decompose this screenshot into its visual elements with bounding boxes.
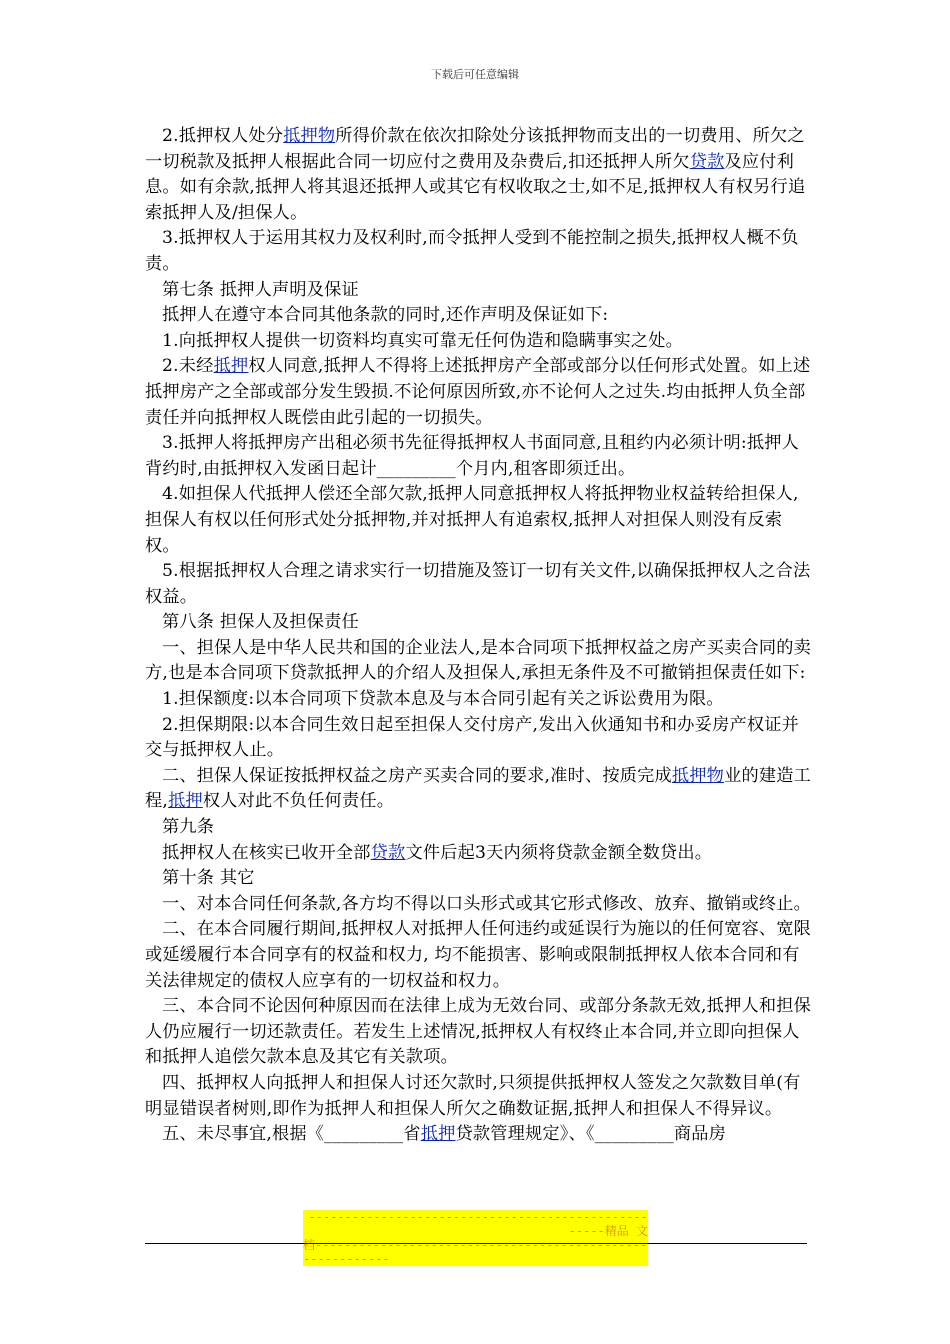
link-mortgage[interactable]: 抵押: [213, 356, 249, 377]
text-run: 贷款管理规定》、《_________商品房: [455, 1124, 727, 1145]
text-run: 2.未经: [162, 356, 214, 377]
text-run: 权人同意,抵押人不得将上述抵押房产全部或部分以任何形式处置。如上述抵押房产之全部或部分发生毁损.不论何原因所致,亦不论何人之过失.均由抵押人负全部责任并向抵押权人既偿由此引起的一切损失。: [145, 356, 811, 428]
section-heading: 第八条 担保人及担保责任: [162, 612, 359, 633]
page-header: 下载后可任意编辑: [431, 68, 519, 81]
paragraph: 1.担保额度:以本合同项下贷款本息及与本合同引起有关之诉讼费用为限。: [162, 689, 724, 710]
text-run: 文件后起3天内须将贷款金额全数贷出。: [405, 842, 713, 863]
text-run: 及应付利息。如有余款,抵押人将其退还抵押人或其它有权收取之士,如不足,抵押权人有权另行追索抵押人及/担保人。: [145, 151, 806, 223]
paragraph: 三、本合同不论因何种原因而在法律上成为无效台同、或部分条款无效,抵押人和担保人仍应履行一切还款责任。若发生上述情况,抵押权人有权终止本合同,并立即向担保人和抵押人追偿欠款本息及其它有关款项。: [145, 996, 812, 1068]
paragraph: 3.抵押人将抵押房产出租必须书先征得抵押权人书面同意,且租约内必须计明:抵押人背约时,由抵押权入发函日起计_________个月内,租客即须迁出。: [145, 433, 800, 479]
text-run: 权人对此不负任何责任。: [202, 791, 395, 812]
footer-banner: [303, 1210, 648, 1266]
text-run: 二、担保人保证按抵押权益之房产买卖合同的要求,准时、按质完成: [162, 765, 672, 786]
paragraph: 2.担保期限:以本合同生效日起至担保人交付房产,发出入伙通知书和办妥房产权证并交与抵押权人止。: [145, 714, 800, 761]
paragraph: 4.如担保人代抵押人偿还全部欠款,抵押人同意抵押权人将抵押物业权益转给担保人,担保人有权以任何形式处分抵押物,并对抵押人有追索权,抵押人对担保人则没有反索权。: [145, 484, 799, 556]
paragraph: 二、在本合同履行期间,抵押权人对抵押人任何违约或延误行为施以的任何宽容、宽限或延缓履行本合同享有的权益和权力, 均不能损害、影响或限制抵押权人依本合同和有关法律规定的债权人应享有的一切权益和权力。: [145, 919, 812, 991]
section-heading: 第十条 其它: [162, 868, 255, 889]
section-heading: 第七条 抵押人声明及保证: [162, 279, 359, 300]
footer-banner-line: ----------------------------------------------------精品 文: [308, 1210, 648, 1238]
link-mortgage[interactable]: 抵押: [168, 791, 203, 812]
text-run: 五、未尽事宜,根据《_________省: [162, 1124, 421, 1145]
text-run: 所得价款在依次扣除处分该抵押物而支出的一切费用、所欠之一切税款及抵押人根据此合同一切应付之费用及杂费后,扣还抵押人所欠: [145, 126, 805, 172]
link-collateral[interactable]: 抵押物: [671, 765, 725, 786]
paragraph: 抵押人在遵守本合同其他条款的同时,还作声明及保证如下:: [162, 305, 609, 326]
paragraph: 5.根据抵押权人合理之请求实行一切措施及签订一切有关文件,以确保抵押权人之合法权益。: [145, 561, 811, 607]
text-run: 业的建造工程,: [145, 765, 812, 812]
text-run: 2.抵押权人处分: [162, 126, 284, 146]
footer-banner-line: 档----------------------------------------------------------: [303, 1238, 648, 1266]
footer-divider: [145, 1243, 807, 1244]
paragraph: [145, 1122, 813, 1148]
section-heading: 第九条: [162, 817, 215, 838]
link-loan[interactable]: 贷款: [689, 151, 725, 172]
paragraph: 1.向抵押权人提供一切资料均真实可靠无任何伪造和隐瞒事实之处。: [162, 330, 684, 351]
paragraph: [145, 354, 813, 431]
paragraph: 四、抵押权人向抵押人和担保人讨还欠款时,只须提供抵押权人签发之欠款数目单(有明显错误者树则,即作为抵押人和担保人所欠之确数证据,抵押人和担保人不得异议。: [145, 1072, 801, 1119]
paragraph: 3.抵押权人于运用其权力及权利时,而令抵押人受到不能控制之损失,抵押权人概不负责。: [145, 228, 799, 274]
paragraph: 一、对本合同任何条款,各方均不得以口头形式或其它形式修改、放弃、撤销或终止。: [162, 893, 812, 914]
paragraph: [145, 841, 813, 867]
paragraph: 一、担保人是中华人民共和国的企业法人,是本合同项下抵押权益之房产买卖合同的卖方,也是本合同项下贷款抵押人的介绍人及担保人,承担无条件及不可撤销担保责任如下:: [145, 637, 812, 684]
paragraph: [145, 764, 813, 815]
link-collateral[interactable]: 抵押物: [283, 126, 336, 146]
text-run: 抵押权人在核实已收开全部: [162, 842, 371, 863]
link-mortgage[interactable]: 抵押: [420, 1124, 456, 1145]
paragraph: [145, 124, 813, 226]
document-body: [145, 124, 813, 1148]
link-loan[interactable]: 贷款: [370, 842, 406, 863]
